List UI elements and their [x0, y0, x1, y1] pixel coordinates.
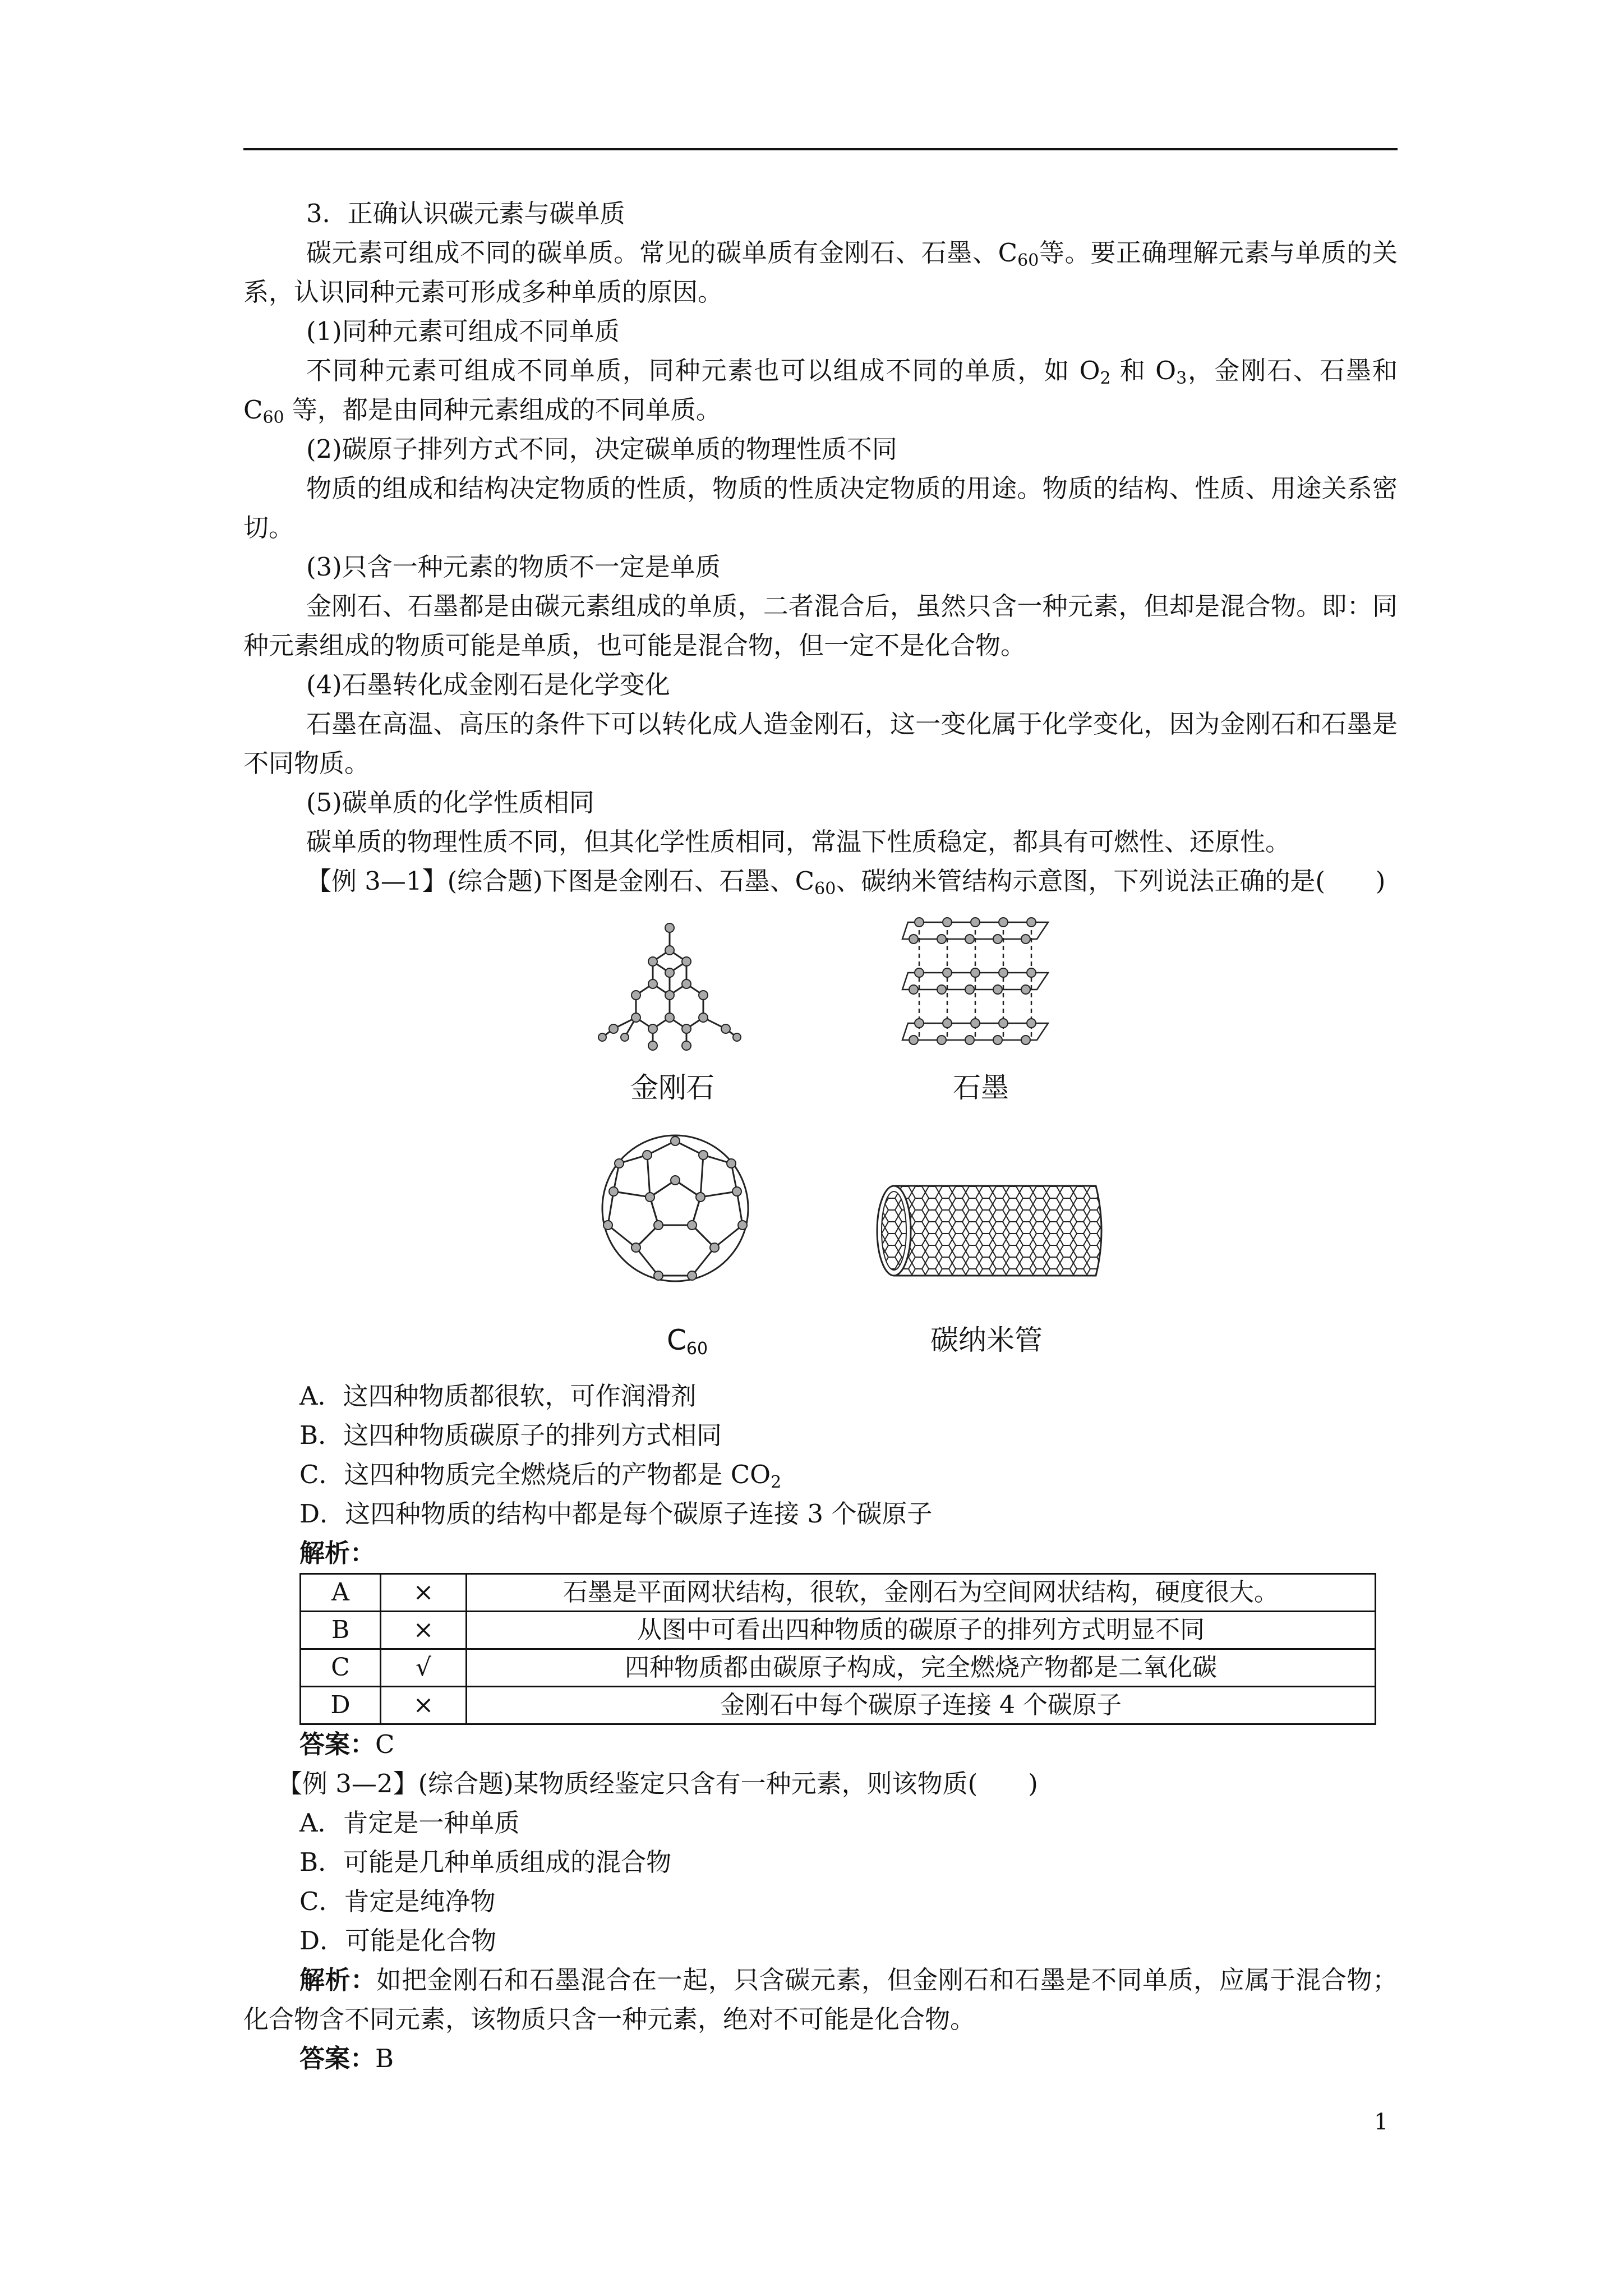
carbon-structures-figure	[243, 911, 1398, 1371]
example-2-question: 【例 3—2】(综合题)某物质经鉴定只含有一种元素，则该物质( )	[277, 1769, 1038, 1798]
example-2-analysis: 解析：如把金刚石和石墨混合在一起，只含碳元素，但金刚石和石墨是不同单质，应属于混合物；化合物含不同元素，该物质只含一种元素，绝对不可能是化合物。	[243, 1965, 1398, 2034]
example-1-option-b: B．这四种物质碳原子的排列方式相同	[299, 1420, 722, 1450]
caption-c60: $C_{60}$	[667, 1324, 708, 1359]
table-cell-mark: √	[381, 1649, 467, 1687]
heading-5: (5)碳单质的化学性质相同	[306, 788, 594, 817]
page-number: 1	[1374, 2109, 1389, 2135]
table-cell-mark: ×	[381, 1612, 467, 1649]
example-2-option-a: A．肯定是一种单质	[299, 1808, 520, 1838]
table-row	[301, 1649, 1376, 1687]
example-1-analysis-label: 解析：	[299, 1538, 376, 1568]
example-1-option-d: D．这四种物质的结构中都是每个碳原子连接 3 个碳原子	[299, 1499, 933, 1529]
example-2-answer: 答案：B	[299, 2044, 394, 2073]
heading-3: (3)只含一种元素的物质不一定是单质	[306, 552, 721, 582]
paragraph-1: 不同种元素可组成不同单质，同种元素也可以组成不同的单质，如 $O_2$ 和 $O_3$，金刚石、石墨和 $C_{60}$ 等，都是由同种元素组成的不同单质。	[243, 356, 1398, 427]
paragraph-3: 金刚石、石墨都是由碳元素组成的单质，二者混合后，虽然只含一种元素，但却是混合物。即：同种元素组成的物质可能是单质，也可能是混合物，但一定不是化合物。	[243, 591, 1398, 660]
paragraph-2: 物质的组成和结构决定物质的性质，物质的性质决定物质的用途。物质的结构、性质、用途关系密切。	[243, 473, 1398, 542]
example-1-option-c: C．这四种物质完全燃烧后的产物都是 $CO_2$	[299, 1460, 782, 1492]
example-1-question: 【例 3—1】(综合题)下图是金刚石、石墨、$C_{60}$、碳纳米管结构示意图，下列说法正确的是( )	[306, 866, 1386, 899]
table-cell-reason: 从图中可看出四种物质的碳原子的排列方式明显不同	[467, 1612, 1376, 1649]
c60-structure-diagram	[591, 1124, 759, 1292]
example-1-option-a: A．这四种物质都很软，可作润滑剂	[299, 1381, 697, 1411]
nanotube-structure-diagram	[872, 1175, 1107, 1287]
caption-diamond: 金刚石	[630, 1071, 714, 1104]
example-2-option-d: D．可能是化合物	[299, 1926, 497, 1955]
table-row	[301, 1687, 1376, 1724]
table-cell-mark: ×	[381, 1574, 467, 1612]
intro-paragraph: 碳元素可组成不同的碳单质。常见的碳单质有金刚石、石墨、$C_{60}$等。要正确理解元素与单质的关系，认识同种元素可形成多种单质的原因。	[243, 238, 1398, 307]
table-cell-reason: 四种物质都由碳原子构成，完全燃烧产物都是二氧化碳	[467, 1649, 1376, 1687]
table-cell-option: D	[301, 1687, 381, 1724]
table-cell-reason: 金刚石中每个碳原子连接 4 个碳原子	[467, 1687, 1376, 1724]
header-rule	[243, 148, 1398, 150]
paragraph-5: 碳单质的物理性质不同，但其化学性质相同，常温下性质稳定，都具有可燃性、还原性。	[306, 827, 1291, 857]
table-cell-option: C	[301, 1649, 381, 1687]
table-cell-mark: ×	[381, 1687, 467, 1724]
document-body	[243, 194, 1398, 2078]
section-title: 3．正确认识碳元素与碳单质	[306, 199, 625, 228]
analysis-table	[299, 1573, 1376, 1725]
table-cell-reason: 石墨是平面网状结构，很软，金刚石为空间网状结构，硬度很大。	[467, 1574, 1376, 1612]
heading-1: (1)同种元素可组成不同单质	[306, 316, 620, 346]
caption-nanotube: 碳纳米管	[930, 1324, 1043, 1356]
example-1-answer: 答案：C	[299, 1729, 395, 1759]
heading-2: (2)碳原子排列方式不同，决定碳单质的物理性质不同	[306, 434, 897, 464]
graphite-structure-diagram	[897, 911, 1059, 1057]
table-cell-option: A	[301, 1574, 381, 1612]
paragraph-4: 石墨在高温、高压的条件下可以转化成人造金刚石，这一变化属于化学变化，因为金刚石和石墨是不同物质。	[243, 709, 1398, 778]
caption-graphite: 石墨	[953, 1071, 1009, 1104]
table-cell-option: B	[301, 1612, 381, 1649]
example-2-option-c: C．肯定是纯净物	[299, 1887, 496, 1916]
example-2-option-b: B．可能是几种单质组成的混合物	[299, 1847, 672, 1877]
table-row	[301, 1612, 1376, 1649]
diamond-structure-diagram	[591, 917, 748, 1057]
heading-4: (4)石墨转化成金刚石是化学变化	[306, 670, 670, 700]
table-row	[301, 1574, 1376, 1612]
